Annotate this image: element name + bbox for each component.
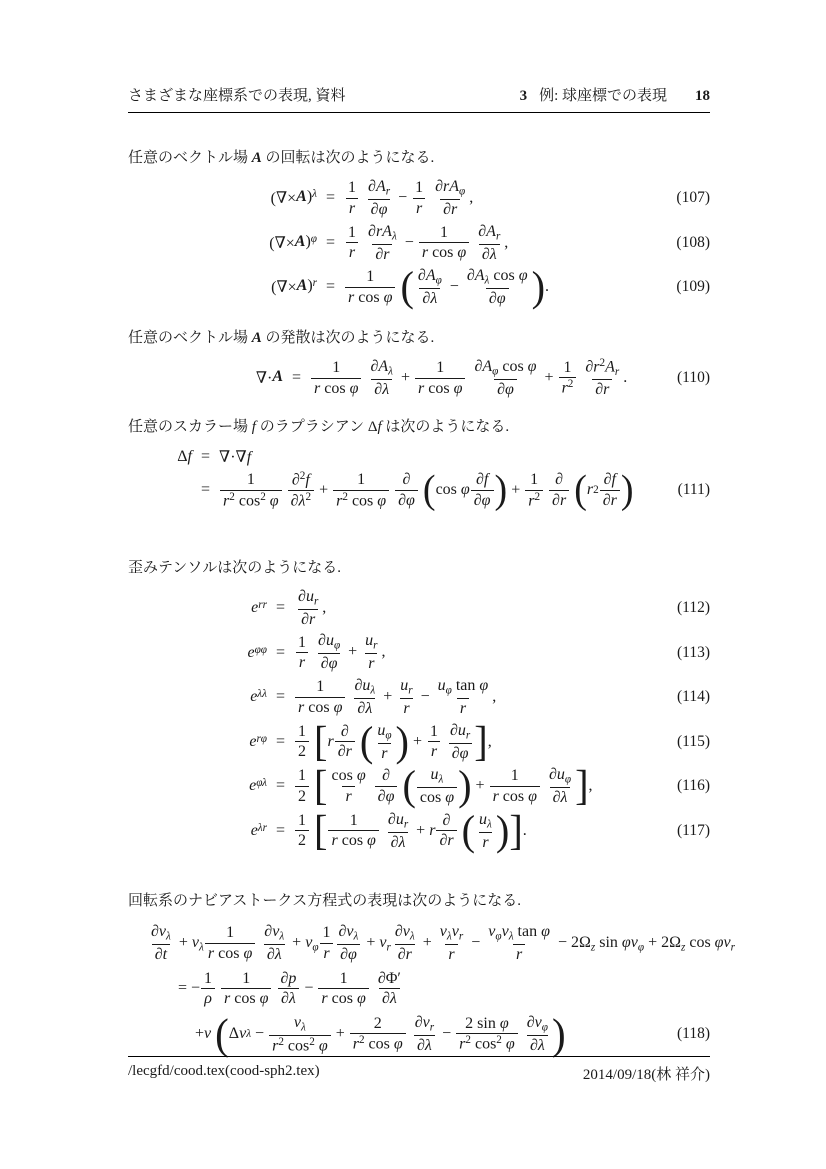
- equation-row: [128, 717, 710, 765]
- equation-line: [128, 922, 735, 965]
- equation-row: [128, 222, 710, 265]
- equation-block-navier-stokes: [128, 922, 735, 1058]
- page-number: 18: [695, 88, 710, 104]
- equation-row: [128, 587, 710, 630]
- equation-row: [128, 357, 710, 400]
- running-title: さまざまな座標系での表現, 資料: [128, 88, 346, 104]
- equation-lhs: e φλ: [249, 777, 267, 795]
- equation-rhs: $\frac{1}{\text{r cos φ}}$ ( $\frac{\partial A_\varphi}{\partial\lambda}$ − $\frac{\partial A_\lambda \cos \varphi}{\partial\varphi}$ ) .: [344, 266, 549, 309]
- equation-rhs: $\frac{1}{r^2 \cos^2 \varphi}$ $\frac{\partial^2f}{\partial\lambda^2}$ + $\frac{1}{r^2 \cos \varphi}$ $\frac{\partial}{\partial\varphi}$ ( cos φ $\frac{\partial f}{\partial\varphi}$ ) + $\frac{1}{r^2}$ $\frac{\partial}{\partial r}$ ( r 2 $\frac{\partial f}{\partial r}$ ): [219, 470, 633, 511]
- equation-number: (114): [677, 688, 710, 706]
- equation-rhs: $\frac{1}{r}$ $\frac{\partial A_r}{\partial\varphi}$ − $\frac{1}{r}$ $\frac{\partial rA_\varphi}{\partial r}$ ,: [344, 177, 473, 220]
- equation-relation: =: [292, 369, 302, 387]
- equation-number: (108): [676, 233, 710, 251]
- paragraph-laplacian-intro: 任意のスカラー場 f のラプラシアン Δf は次のようになる.: [128, 418, 510, 435]
- equation-lhs: (∇× A ) φ: [269, 232, 317, 252]
- equation-line: [128, 1009, 710, 1058]
- equation-rhs: $\frac{1}{2}$ [ r $\frac{\partial}{\partial r}$ ( $\frac{u_\varphi}{r}$ ) + $\frac{1}{r}$ $\frac{\partial u_r}{\partial\varphi}$ ] ,: [294, 721, 492, 764]
- equation-relation: =: [276, 643, 286, 661]
- equation-rhs: $\frac{1}{r}$ $\frac{\partial rA_\lambda}{\partial r}$ − $\frac{1}{\text{r cos φ}}$ $\frac{\partial A_r}{\partial\lambda}$ ,: [344, 222, 508, 265]
- equation-lhs: e rφ: [249, 732, 267, 750]
- equation-rhs: $\frac{1}{\text{r cos φ}}$ $\frac{\partial u_\lambda}{\partial\lambda}$ + $\frac{u_r}{r}$ − $\frac{u_\varphi \tan \varphi}{r}$ ,: [294, 676, 496, 719]
- equation-rhs: $\frac{1}{\text{r cos φ}}$ $\frac{\partial A_\lambda}{\partial\lambda}$ + $\frac{1}{\text{r cos φ}}$ $\frac{\partial A_\varphi \cos \varphi}{\partial\varphi}$ + $\frac{1}{r^2}$ $\frac{\partial r^2A_r}{\partial r}$ .: [310, 357, 627, 400]
- equation-row: [128, 761, 710, 810]
- equation-relation: =: [326, 278, 336, 296]
- equation-row: [128, 676, 710, 719]
- equation-relation: =: [276, 732, 286, 750]
- equation-relation: =: [276, 777, 286, 795]
- equation-rhs: $\frac{\partial v_\lambda}{\partial t}$ + $v_\lambda$ $\frac{1}{\text{r cos φ}}$ $\frac{\partial v_\lambda}{\partial\lambda}$ + $v_\varphi$ $\frac{1}{r}$ $\frac{\partial v_\lambda}{\partial\varphi}$ + $v_r$ $\frac{\partial v_\lambda}{\partial r}$ + $\frac{v_\lambda v_r}{r}$ − $\frac{v_\varphi v_\lambda \tan \varphi}{r}$ − $2\Omega_z$ $\sin \varphi v_\varphi + 2\Omega_z$ $\cos \varphi v_r$: [151, 923, 735, 964]
- equation-row: [128, 177, 710, 220]
- equation-relation: =: [326, 233, 336, 251]
- equation-row: [128, 446, 710, 468]
- page-header: [128, 84, 710, 113]
- equation-rhs: $\frac{1}{r}$ $\frac{\partial u_\varphi}{\partial\varphi}$ + $\frac{u_r}{r}$ ,: [294, 631, 386, 674]
- equation-block-laplacian: [128, 446, 710, 511]
- paragraph-divergence-intro: 任意のベクトル場 A の発散は次のようになる.: [128, 329, 435, 346]
- equation-lhs: e λr: [250, 821, 267, 839]
- section-title: 例: 球座標での表現: [539, 88, 667, 104]
- equation-relation: =: [276, 599, 286, 617]
- equation-number: (109): [676, 278, 710, 296]
- equation-number: (112): [677, 599, 710, 617]
- equation-lhs: ∇· A: [255, 368, 283, 388]
- equation-number: (115): [677, 732, 710, 750]
- equation-row: [128, 470, 710, 511]
- equation-row: [128, 631, 710, 674]
- section-number: 3: [519, 88, 528, 104]
- page-footer: [128, 1056, 710, 1084]
- equation-number: (111): [677, 481, 710, 499]
- equation-number: (116): [677, 777, 710, 795]
- equation-lhs: e rr: [251, 599, 267, 617]
- equation-lhs: Δ f: [177, 447, 192, 465]
- equation-rhs: = − $\frac{1}{\rho}$ $\frac{1}{\text{r cos φ}}$ $\frac{\partial p}{\partial\lambda}$ − $\frac{1}{\text{r cos φ}}$ $\frac{\partial\Phi'}{\partial\lambda}$: [178, 969, 401, 1008]
- paragraph-curl-intro: 任意のベクトル場 A の回転は次のようになる.: [128, 150, 435, 166]
- equation-rhs: $\frac{1}{2}$ [ $\frac{1}{\text{r cos φ}}$ $\frac{\partial u_r}{\partial\lambda}$ + r $\frac{\partial}{\partial r}$ ( $\frac{u_\lambda}{r}$ ) ] .: [294, 810, 527, 853]
- page-content: [128, 84, 735, 1059]
- equation-relation: =: [276, 821, 286, 839]
- equation-line: [128, 968, 710, 1010]
- header-right: [520, 84, 710, 105]
- equation-row: [128, 806, 710, 854]
- equation-number: (107): [676, 189, 710, 207]
- equation-lhs: (∇× A ) λ: [270, 188, 317, 208]
- equation-lhs: e λλ: [250, 688, 267, 706]
- equation-relation: =: [326, 189, 336, 207]
- paragraph-strain-intro: 歪みテンソルは次のようになる.: [128, 559, 342, 576]
- equation-lhs: (∇× A ) r: [271, 277, 317, 297]
- equation-block-curl: [128, 177, 710, 309]
- equation-rhs: ∇·∇f: [219, 448, 252, 466]
- equation-number: (110): [677, 369, 710, 387]
- paragraph-navier-stokes-intro: 回転系のナビアストークス方程式の表現は次のようになる.: [128, 893, 522, 910]
- equation-rhs: $\frac{\partial u_r}{\partial r}$ ,: [298, 587, 327, 628]
- equation-rhs: +ν ( Δ v λ − $\frac{v_\lambda}{r^2 \cos^2 \varphi}$ + $\frac{2}{r^2 \cos \varphi}$ $\frac{\partial v_r}{\partial\lambda}$ − $\frac{\text{2 sin φ}}{r^2 \cos^2 \varphi}$ $\frac{\partial v_\varphi}{\partial\lambda}$ ): [195, 1009, 566, 1058]
- equation-lhs: e φφ: [247, 643, 267, 661]
- equation-rhs: $\frac{1}{2}$ [ $\frac{\text{cos φ}}{r}$ $\frac{\partial}{\partial\varphi}$ ( $\frac{u_\lambda}{\text{cos φ}}$ ) + $\frac{1}{\text{r cos φ}}$ $\frac{\partial u_\varphi}{\partial\lambda}$ ] ,: [294, 765, 593, 808]
- equation-row: [128, 262, 710, 311]
- equation-block-divergence: [128, 357, 710, 400]
- equation-number: (118): [677, 1025, 710, 1043]
- equation-relation: =: [276, 688, 286, 706]
- equation-relation: =: [201, 481, 211, 499]
- equation-number: (113): [677, 643, 710, 661]
- source-file-path: /lecgfd/cood.tex(cood-sph2.tex): [128, 1063, 320, 1079]
- equation-block-strain: [128, 587, 710, 852]
- date-author: 2014/09/18(林 祥介): [582, 1067, 710, 1083]
- equation-relation: =: [201, 447, 211, 465]
- equation-number: (117): [677, 821, 710, 839]
